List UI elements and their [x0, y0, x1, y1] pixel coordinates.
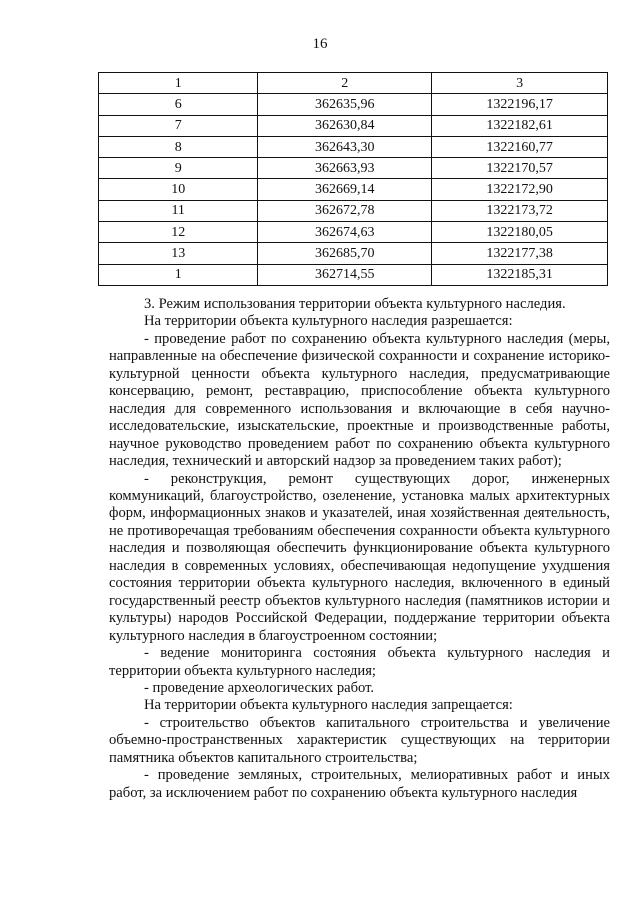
table-cell: 1322160,77 — [432, 136, 608, 157]
coordinates-table — [98, 72, 608, 286]
prohibited-intro: На территории объекта культурного наследия запрещается: — [144, 697, 513, 714]
table-row — [99, 136, 608, 157]
table-cell: 362663,93 — [258, 158, 432, 179]
table-cell: 1322177,38 — [432, 243, 608, 264]
table-cell: 362685,70 — [258, 243, 432, 264]
table-cell: 6 — [99, 94, 258, 115]
table-cell: 9 — [99, 158, 258, 179]
body-text — [109, 296, 610, 802]
table-row — [99, 222, 608, 243]
table-row — [99, 115, 608, 136]
table-header-cell: 2 — [258, 73, 432, 94]
table-cell: 1322170,57 — [432, 158, 608, 179]
table-cell: 362669,14 — [258, 179, 432, 200]
table-cell: 7 — [99, 115, 258, 136]
table-cell: 1322180,05 — [432, 222, 608, 243]
section-heading: 3. Режим использования территории объекта культурного наследия. — [144, 296, 566, 312]
table-cell: 10 — [99, 179, 258, 200]
table-row — [99, 94, 608, 115]
table-cell: 362635,96 — [258, 94, 432, 115]
table-cell: 362630,84 — [258, 115, 432, 136]
table-row — [99, 264, 608, 285]
table-header-cell: 1 — [99, 73, 258, 94]
table-row — [99, 158, 608, 179]
table-cell: 1322173,72 — [432, 200, 608, 221]
table-cell: 1322185,31 — [432, 264, 608, 285]
allowed-item-archaeology: - проведение археологических работ. — [144, 679, 375, 696]
table-cell: 1322182,61 — [432, 115, 608, 136]
prohibited-item-construction: - строительство объектов капитального строительства и увеличение объемно-пространственных характеристик существующих на территории памятника объектов капитального строительства; — [109, 714, 610, 766]
allowed-intro: На территории объекта культурного наследия разрешается: — [144, 313, 513, 330]
table-cell: 362672,78 — [258, 200, 432, 221]
table-header-row — [99, 73, 608, 94]
allowed-item-monitoring: - ведение мониторинга состояния объекта культурного наследия и территории объекта культурного наследия; — [109, 645, 610, 679]
table-row — [99, 179, 608, 200]
table-cell: 1322172,90 — [432, 179, 608, 200]
page-number: 16 — [312, 36, 328, 52]
prohibited-item-earthworks: - проведение земляных, строительных, мелиоративных работ и иных работ, за исключением работ по сохранению объекта культурного наследия — [109, 767, 610, 801]
table-cell: 1322196,17 — [432, 94, 608, 115]
table-cell: 13 — [99, 243, 258, 264]
table-cell: 362643,30 — [258, 136, 432, 157]
table-cell: 12 — [99, 222, 258, 243]
table-cell: 11 — [99, 200, 258, 221]
table-header-cell: 3 — [432, 73, 608, 94]
table-cell: 362674,63 — [258, 222, 432, 243]
allowed-item-reconstruction: - реконструкция, ремонт существующих дорог, инженерных коммуникаций, благоустройство, озеленение, установка малых архитектурных форм, информационных знаков и указателей, иная хозяйственная деятельность, не противоречащая требованиям обеспечения сохранности объекта культурного наследия и позволяющая обеспечить функционирование объекта культурного наследия в современных условиях, обеспечивающая недопущение ухудшения состояния территории объекта культурного наследия, включенного в единый государственный реестр объектов культурного наследия (памятников истории и культуры) народов Российской Федерации, поддержание территории объекта культурного наследия в благоустроенном состоянии; — [109, 470, 610, 644]
table-row — [99, 243, 608, 264]
table-cell: 1 — [99, 264, 258, 285]
table-cell: 8 — [99, 136, 258, 157]
allowed-item-preservation: - проведение работ по сохранению объекта культурного наследия (меры, направленные на обеспечение физической сохранности и сохранение историко-культурной ценности объекта культурного наследия, предусматривающие консервацию, ремонт, реставрацию, приспособление объекта культурного наследия для современного использования и включающие в себя научно-исследовательские, изыскательские, проектные и производственные работы, научное руководство проведением работ по сохранению объекта культурного наследия, технический и авторский надзор за проведением таких работ); — [109, 330, 610, 470]
table-row — [99, 200, 608, 221]
table-cell: 362714,55 — [258, 264, 432, 285]
